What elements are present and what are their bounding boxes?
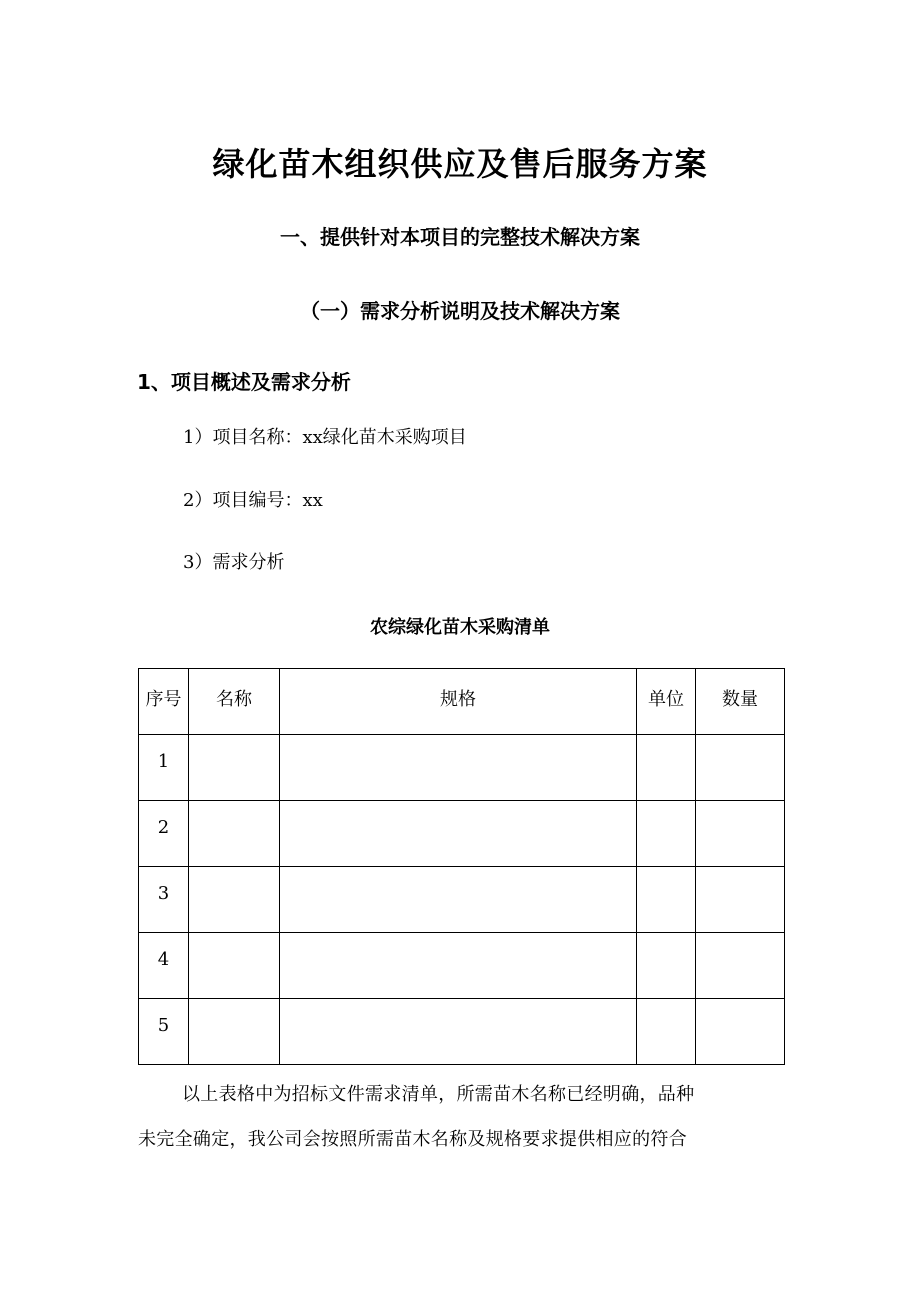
project-name-item: 1）项目名称：xx绿化苗木采购项目 bbox=[183, 427, 467, 448]
cell-unit bbox=[637, 735, 696, 801]
cell-index: 3 bbox=[139, 867, 189, 933]
cell-spec bbox=[280, 867, 637, 933]
cell-index: 1 bbox=[139, 735, 189, 801]
cell-name bbox=[189, 999, 280, 1065]
requirement-analysis-item: 3）需求分析 bbox=[183, 552, 285, 573]
cell-name bbox=[189, 735, 280, 801]
header-spec: 规格 bbox=[280, 669, 637, 735]
header-index: 序号 bbox=[139, 669, 189, 735]
cell-quantity bbox=[696, 867, 785, 933]
subsection-heading: （一）需求分析说明及技术解决方案 bbox=[300, 299, 620, 323]
cell-index: 4 bbox=[139, 933, 189, 999]
table-row bbox=[139, 867, 785, 933]
cell-spec bbox=[280, 999, 637, 1065]
table-title: 农综绿化苗木采购清单 bbox=[370, 617, 550, 638]
header-quantity: 数量 bbox=[696, 669, 785, 735]
table-row bbox=[139, 801, 785, 867]
header-name: 名称 bbox=[189, 669, 280, 735]
cell-index: 2 bbox=[139, 801, 189, 867]
section-heading: 一、提供针对本项目的完整技术解决方案 bbox=[280, 225, 640, 249]
cell-unit bbox=[637, 999, 696, 1065]
table-header-row bbox=[139, 669, 785, 735]
cell-unit bbox=[637, 933, 696, 999]
table-row bbox=[139, 933, 785, 999]
cell-quantity bbox=[696, 801, 785, 867]
cell-unit bbox=[637, 801, 696, 867]
cell-quantity bbox=[696, 735, 785, 801]
cell-spec bbox=[280, 933, 637, 999]
cell-name bbox=[189, 867, 280, 933]
table-row bbox=[139, 999, 785, 1065]
cell-spec bbox=[280, 801, 637, 867]
table-row bbox=[139, 735, 785, 801]
body-paragraph-line: 以上表格中为招标文件需求清单，所需苗木名称已经明确，品种 bbox=[182, 1084, 695, 1105]
body-paragraph-line: 未完全确定，我公司会按照所需苗木名称及规格要求提供相应的符合 bbox=[138, 1129, 687, 1150]
project-number-item: 2）项目编号：xx bbox=[183, 490, 323, 511]
header-unit: 单位 bbox=[637, 669, 696, 735]
cell-quantity bbox=[696, 999, 785, 1065]
cell-index: 5 bbox=[139, 999, 189, 1065]
cell-name bbox=[189, 933, 280, 999]
cell-unit bbox=[637, 867, 696, 933]
cell-name bbox=[189, 801, 280, 867]
cell-spec bbox=[280, 735, 637, 801]
procurement-table bbox=[138, 668, 785, 1065]
cell-quantity bbox=[696, 933, 785, 999]
document-title: 绿化苗木组织供应及售后服务方案 bbox=[212, 145, 708, 183]
item-heading: 1、项目概述及需求分析 bbox=[137, 370, 351, 394]
